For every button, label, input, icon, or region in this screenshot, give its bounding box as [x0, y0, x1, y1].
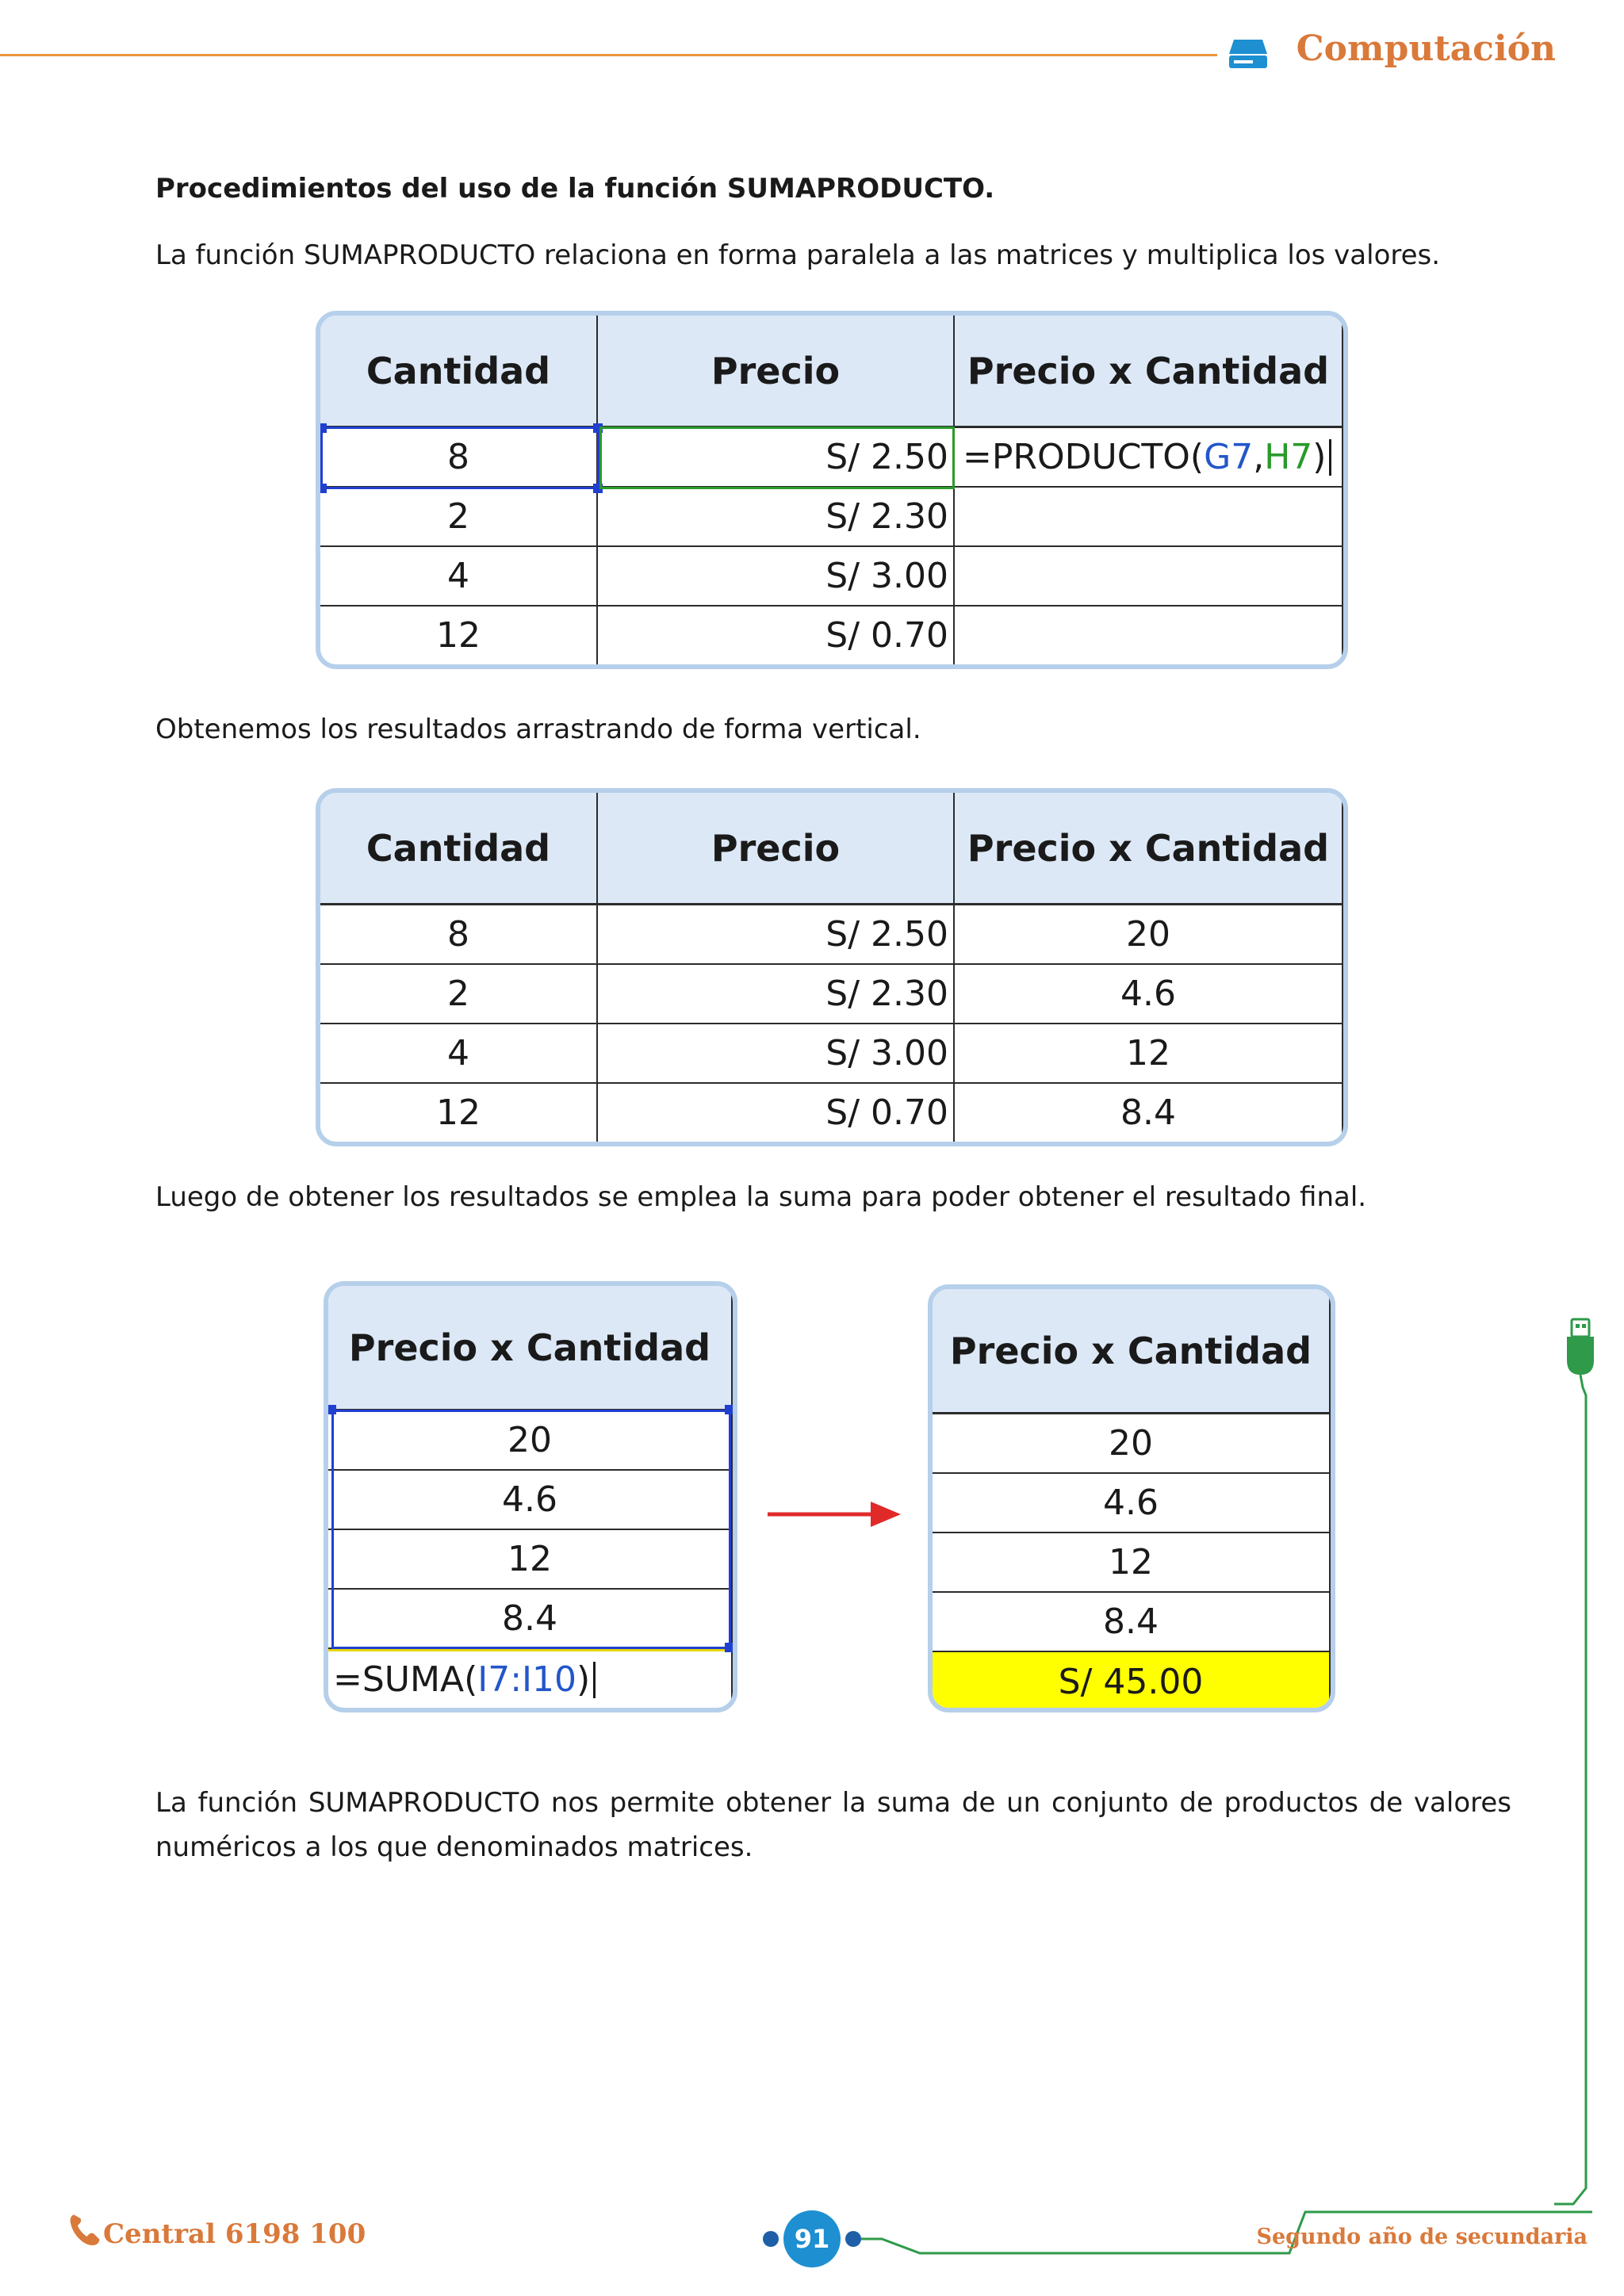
- table-cell[interactable]: 4.6: [955, 965, 1343, 1024]
- paragraph-drag: Obtenemos los resultados arrastrando de forma vertical.: [155, 714, 921, 745]
- table-cell[interactable]: S/ 0.70: [598, 1084, 955, 1143]
- table-cell[interactable]: 8.4: [955, 1084, 1343, 1143]
- page-number: 91: [783, 2210, 841, 2267]
- column-header: Precio x Cantidad: [933, 1289, 1331, 1414]
- table-cell[interactable]: 2: [320, 488, 598, 547]
- formula-prefix: =SUMA(: [333, 1659, 478, 1700]
- selection-handle: [725, 1643, 734, 1652]
- formula-range: I7:I10: [477, 1659, 576, 1700]
- table-cell[interactable]: S/ 2.50: [598, 428, 955, 488]
- column-header: Precio: [598, 316, 955, 428]
- table-cell[interactable]: S/ 2.30: [598, 965, 955, 1024]
- table-cell[interactable]: S/ 3.00: [598, 1024, 955, 1084]
- selection-handle: [593, 484, 603, 493]
- spreadsheet-sum-result: [928, 1284, 1335, 1712]
- table-cell[interactable]: S/ 3.00: [598, 547, 955, 607]
- table-cell[interactable]: 20: [328, 1411, 733, 1471]
- text-cursor: [1329, 439, 1331, 476]
- total-cell[interactable]: S/ 45.00: [933, 1652, 1331, 1712]
- contact-phone: Central 6198 100: [103, 2218, 366, 2250]
- table-cell[interactable]: S/ 2.50: [598, 905, 955, 965]
- formula-cell[interactable]: [955, 428, 1343, 488]
- column-header: Precio x Cantidad: [328, 1286, 733, 1411]
- table-cell[interactable]: 8: [320, 428, 598, 488]
- table-cell[interactable]: 2: [320, 965, 598, 1024]
- column-header: Precio x Cantidad: [955, 316, 1343, 428]
- table-cell[interactable]: 8: [320, 905, 598, 965]
- table-cell[interactable]: 12: [955, 1024, 1343, 1084]
- selection-handle: [317, 423, 327, 433]
- column-header: Precio: [598, 793, 955, 905]
- text-cursor: [593, 1662, 596, 1698]
- table-cell[interactable]: 4.6: [933, 1474, 1331, 1533]
- table-cell[interactable]: 20: [933, 1414, 1331, 1474]
- table-cell[interactable]: 12: [328, 1530, 733, 1590]
- column-header: Precio x Cantidad: [955, 793, 1343, 905]
- header-rule: [0, 54, 1217, 56]
- table-cell[interactable]: 12: [320, 607, 598, 666]
- selection-handle: [317, 484, 327, 493]
- column-header: Cantidad: [320, 793, 598, 905]
- column-header: Cantidad: [320, 316, 598, 428]
- table-cell[interactable]: 8.4: [933, 1593, 1331, 1652]
- table-cell[interactable]: [955, 607, 1343, 666]
- intro-paragraph: La función SUMAPRODUCTO relaciona en forma paralela a las matrices y multiplica los valores.: [155, 239, 1441, 271]
- formula-ref-2: H7: [1264, 437, 1313, 477]
- formula-cell[interactable]: [328, 1649, 733, 1709]
- table-cell[interactable]: 20: [955, 905, 1343, 965]
- formula-separator: ,: [1253, 437, 1265, 477]
- table-cell[interactable]: S/ 2.30: [598, 488, 955, 547]
- formula-ref-1: G7: [1204, 437, 1254, 477]
- table-cell[interactable]: [955, 547, 1343, 607]
- table-cell[interactable]: 4: [320, 1024, 598, 1084]
- arrow-right-icon: [768, 1498, 901, 1530]
- table-cell[interactable]: S/ 0.70: [598, 607, 955, 666]
- table-cell[interactable]: 4.6: [328, 1471, 733, 1530]
- hard-drive-icon: [1228, 36, 1269, 71]
- spreadsheet-sum-formula: [324, 1281, 737, 1712]
- table-cell[interactable]: [955, 488, 1343, 547]
- table-cell[interactable]: 4: [320, 547, 598, 607]
- formula-prefix: =PRODUCTO(: [963, 437, 1205, 477]
- table-cell[interactable]: 8.4: [328, 1590, 733, 1649]
- formula-suffix: ): [1312, 437, 1327, 477]
- selection-handle: [593, 423, 603, 433]
- phone-icon: [67, 2212, 103, 2248]
- procedure-heading: Procedimientos del uso de la función SUMAPRODUCTO.: [155, 173, 995, 205]
- table-cell[interactable]: 12: [320, 1084, 598, 1143]
- table-cell[interactable]: 12: [933, 1533, 1331, 1593]
- grade-label: Segundo año de secundaria: [1256, 2225, 1588, 2249]
- spreadsheet-table-formula: [316, 311, 1348, 669]
- formula-suffix: ): [576, 1659, 591, 1700]
- usb-connector-icon: [1554, 1308, 1624, 2220]
- selection-handle: [725, 1405, 734, 1414]
- section-title: Computación: [1296, 29, 1556, 69]
- selection-handle: [327, 1405, 336, 1414]
- spreadsheet-table-results: [316, 788, 1348, 1146]
- paragraph-sum: Luego de obtener los resultados se emplea la suma para poder obtener el resultado final.: [155, 1181, 1367, 1213]
- closing-paragraph: La función SUMAPRODUCTO nos permite obtener la suma de un conjunto de productos de valores numéricos a los que denominados matrices.: [155, 1787, 1511, 1863]
